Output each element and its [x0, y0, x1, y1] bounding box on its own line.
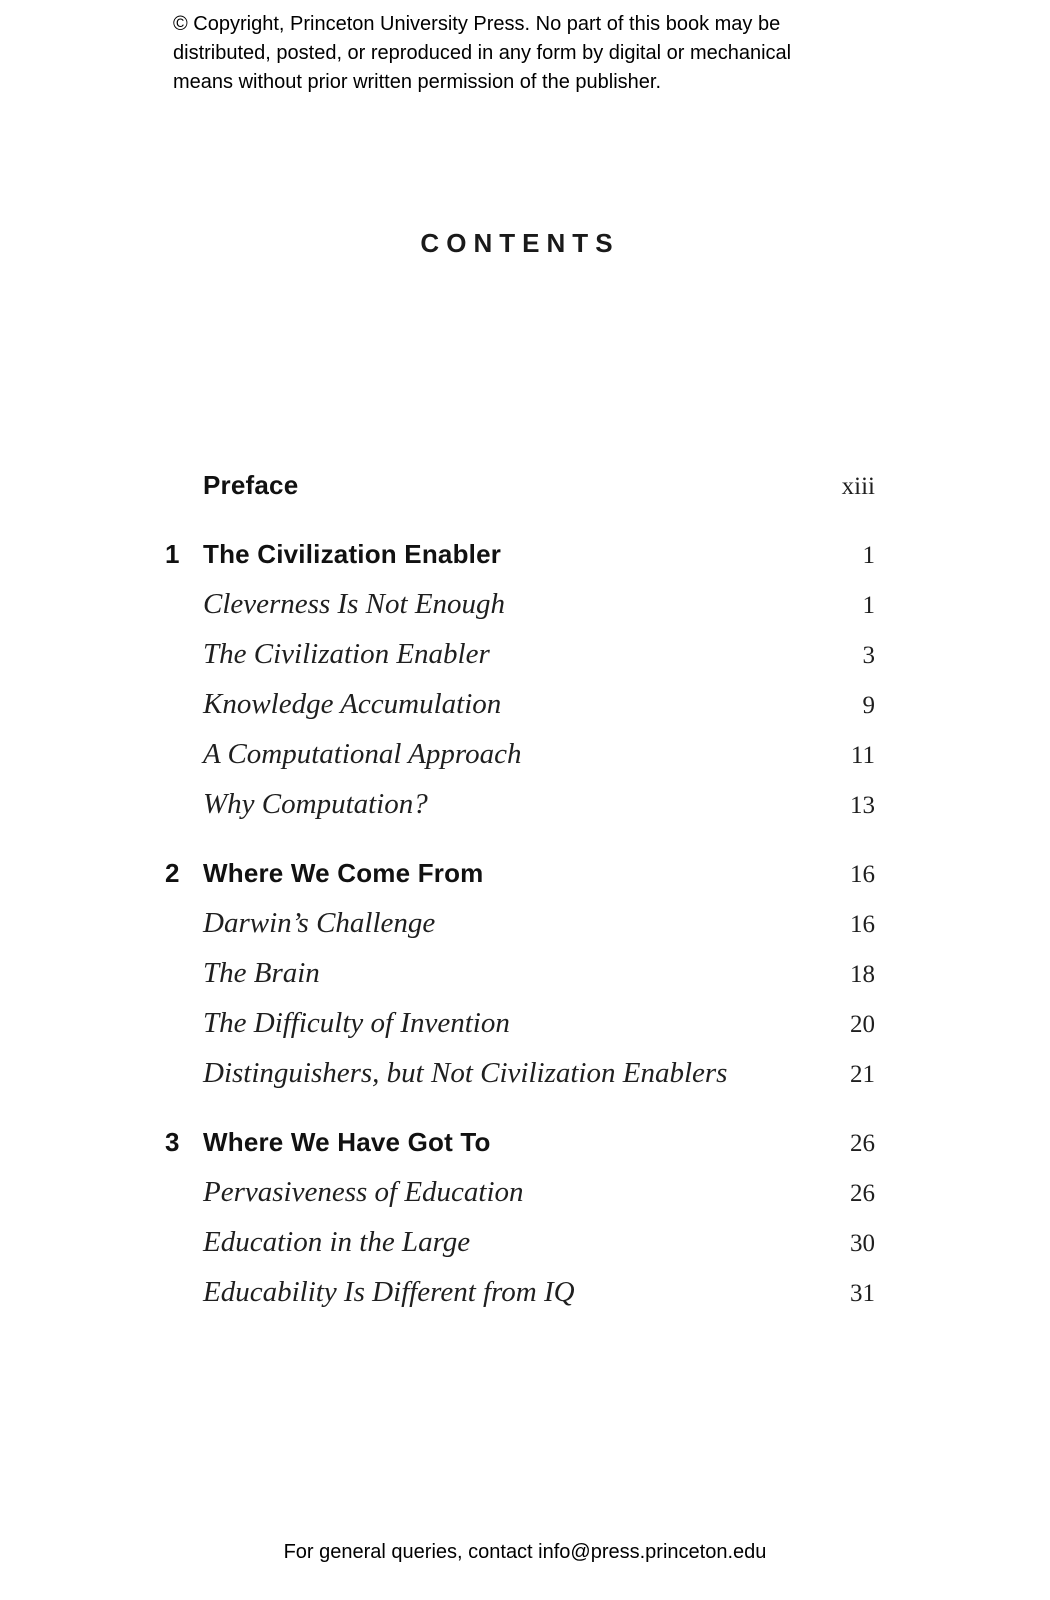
toc-entry-page: 1	[862, 592, 875, 619]
toc-entry-title: Preface	[203, 470, 299, 500]
toc-chapter-row	[165, 848, 875, 898]
toc-section-row	[165, 629, 875, 679]
toc-entry-title: Cleverness Is Not Enough	[203, 588, 506, 620]
toc-entry-page: 16	[850, 861, 875, 888]
toc-entry-page: 16	[850, 911, 875, 938]
chapter-number: 3	[165, 1127, 180, 1157]
toc-chapter-row	[165, 1117, 875, 1167]
page-title: CONTENTS	[420, 228, 620, 258]
toc-entry-page: xiii	[841, 473, 875, 500]
toc-section-row	[165, 898, 875, 948]
toc-section-row	[165, 729, 875, 779]
toc-section-row	[165, 998, 875, 1048]
toc-entry-page: 21	[850, 1061, 875, 1088]
toc-section-row	[165, 679, 875, 729]
toc-section-row	[165, 1267, 875, 1317]
toc-entry-page: 31	[850, 1280, 875, 1307]
toc-entry-page: 30	[850, 1230, 875, 1257]
chapter-number: 2	[165, 858, 180, 888]
toc-section-row	[165, 579, 875, 629]
toc-entry-title: The Difficulty of Invention	[203, 1007, 510, 1039]
toc-entry-title: Where We Have Got To	[203, 1127, 491, 1157]
toc-entry-title: Education in the Large	[203, 1226, 471, 1258]
toc-entry-page: 26	[850, 1180, 875, 1207]
footer-queries-text: For general queries, contact info@press.princeton.edu	[283, 1541, 767, 1563]
toc-section-row	[165, 779, 875, 829]
toc-entry-title: The Civilization Enabler	[203, 638, 490, 670]
copyright-notice	[173, 10, 873, 97]
toc-entry-page: 13	[850, 792, 875, 819]
toc-entry-page: 20	[850, 1011, 875, 1038]
toc-entry-page: 1	[862, 542, 875, 569]
toc-section-row	[165, 948, 875, 998]
table-of-contents	[165, 460, 875, 1317]
toc-entry-title: The Civilization Enabler	[203, 539, 502, 569]
toc-entry-page: 3	[862, 642, 875, 669]
toc-chapter-row	[165, 529, 875, 579]
toc-entry-title: The Brain	[203, 957, 320, 989]
toc-entry-title: Pervasiveness of Education	[203, 1176, 524, 1208]
chapter-number: 1	[165, 539, 180, 569]
toc-entry-page: 26	[850, 1130, 875, 1157]
copyright-line: © Copyright, Princeton University Press. No part of this book may be	[173, 13, 781, 35]
toc-front-matter-row	[165, 460, 875, 510]
toc-entry-title: Where We Come From	[203, 858, 484, 888]
toc-section-row	[165, 1048, 875, 1098]
toc-entry-title: Distinguishers, but Not Civilization Enablers	[203, 1057, 728, 1089]
toc-entry-title: Knowledge Accumulation	[203, 688, 502, 720]
toc-entry-title: Why Computation?	[203, 788, 428, 820]
toc-entry-page: 18	[850, 961, 875, 988]
toc-entry-title: Educability Is Different from IQ	[203, 1276, 575, 1308]
copyright-line: distributed, posted, or reproduced in any form by digital or mechanical	[173, 42, 792, 64]
toc-entry-title: A Computational Approach	[203, 738, 522, 770]
toc-entry-page: 11	[850, 742, 875, 769]
toc-section-row	[165, 1167, 875, 1217]
toc-section-row	[165, 1217, 875, 1267]
copyright-line: means without prior written permission of the publisher.	[173, 71, 662, 93]
toc-entry-page: 9	[862, 692, 875, 719]
toc-entry-title: Darwin’s Challenge	[203, 907, 436, 939]
